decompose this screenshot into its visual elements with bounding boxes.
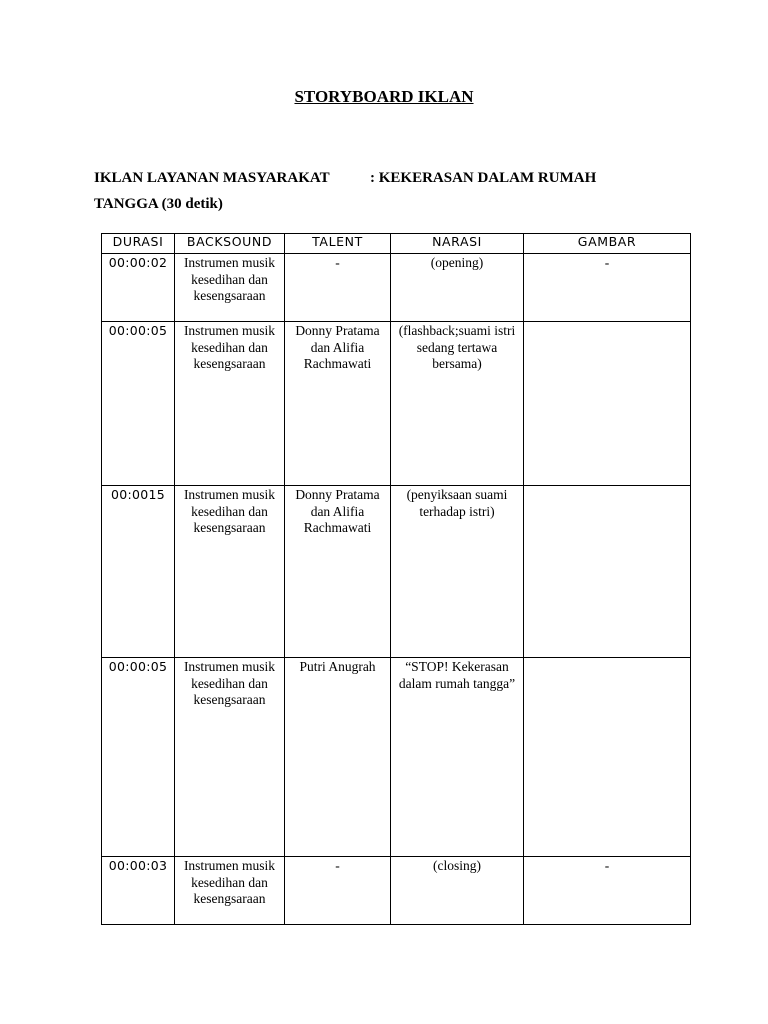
table-row: [102, 857, 691, 925]
cell-talent: -: [285, 857, 391, 925]
table-row: [102, 486, 691, 658]
header-narasi: NARASI: [391, 234, 524, 254]
subtitle-line: [94, 170, 597, 187]
cell-talent: -: [285, 254, 391, 322]
cell-talent: Donny Pratama dan Alifia Rachmawati: [285, 486, 391, 658]
cell-durasi: 00:00:02: [102, 254, 175, 322]
cell-durasi: 00:00:03: [102, 857, 175, 925]
cell-narasi: (closing): [391, 857, 524, 925]
cell-durasi: 00:00:05: [102, 658, 175, 857]
cell-narasi: (penyiksaan suami terhadap istri): [391, 486, 524, 658]
subtitle-continuation: TANGGA (30 detik): [94, 196, 223, 212]
storyboard-table: [101, 233, 691, 925]
table-header-row: [102, 234, 691, 254]
cell-gambar: [524, 658, 691, 857]
cell-gambar: [524, 322, 691, 486]
cell-talent: Putri Anugrah: [285, 658, 391, 857]
cell-durasi: 00:0015: [102, 486, 175, 658]
header-backsound: BACKSOUND: [175, 234, 285, 254]
header-gambar: GAMBAR: [524, 234, 691, 254]
cell-backsound: Instrumen musik kesedihan dan kesengsaraan: [175, 486, 285, 658]
cell-gambar: -: [524, 857, 691, 925]
cell-talent: Donny Pratama dan Alifia Rachmawati: [285, 322, 391, 486]
table-row: [102, 658, 691, 857]
cell-durasi: 00:00:05: [102, 322, 175, 486]
cell-narasi: (flashback;suami istri sedang tertawa bersama): [391, 322, 524, 486]
cell-gambar: -: [524, 254, 691, 322]
cell-gambar: [524, 486, 691, 658]
page-title: STORYBOARD IKLAN: [294, 87, 474, 106]
header-talent: TALENT: [285, 234, 391, 254]
table-row: [102, 322, 691, 486]
table-row: [102, 254, 691, 322]
subtitle-label: IKLAN LAYANAN MASYARAKAT: [94, 170, 330, 186]
cell-backsound: Instrumen musik kesedihan dan kesengsaraan: [175, 857, 285, 925]
cell-narasi: “STOP! Kekerasan dalam rumah tangga”: [391, 658, 524, 857]
cell-backsound: Instrumen musik kesedihan dan kesengsaraan: [175, 254, 285, 322]
header-durasi: DURASI: [102, 234, 175, 254]
cell-backsound: Instrumen musik kesedihan dan kesengsaraan: [175, 322, 285, 486]
cell-backsound: Instrumen musik kesedihan dan kesengsaraan: [175, 658, 285, 857]
cell-narasi: (opening): [391, 254, 524, 322]
subtitle-value: : KEKERASAN DALAM RUMAH: [370, 170, 597, 186]
